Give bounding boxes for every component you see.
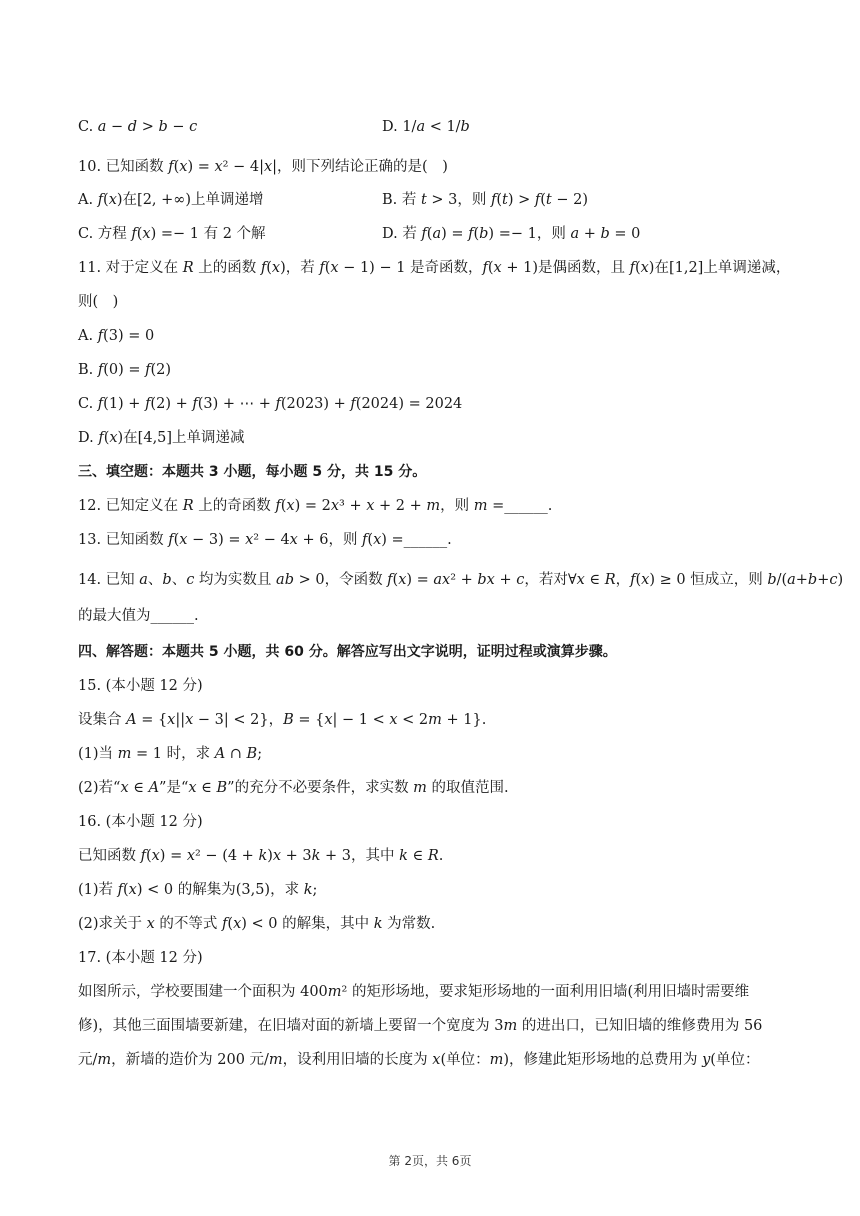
q10-option-a: A. 𝑓(𝑥)在[2, +∞)上单调递增 (78, 192, 264, 208)
section-3-heading: 三、填空题：本题共 3 小题，每小题 5 分，共 15 分。 (78, 464, 427, 480)
q14-stem: 14. 已知 𝑎、𝑏、𝑐 均为实数且 𝑎𝑏 > 0，令函数 𝑓(𝑥) = 𝑎𝑥² + 𝑏𝑥 + 𝑐，若对∀𝑥 ∈ 𝑅，𝑓(𝑥) ≥ 0 恒成立，则 𝑏/(𝑎+𝑏+𝑐) (78, 572, 844, 588)
q13-stem: 13. 已知函数 𝑓(𝑥 − 3) = 𝑥² − 4𝑥 + 6，则 𝑓(𝑥) =______. (78, 532, 452, 548)
q15-title: 15. (本小题 12 分) (78, 678, 203, 694)
q12-stem: 12. 已知定义在 𝑅 上的奇函数 𝑓(𝑥) = 2𝑥³ + 𝑥 + 2 + 𝑚，则 𝑚 =______. (78, 498, 553, 514)
q10-stem: 10. 已知函数 𝑓(𝑥) = 𝑥² − 4|𝑥|，则下列结论正确的是( ) (78, 159, 448, 175)
q10-option-c: C. 方程 𝑓(𝑥) =− 1 有 2 个解 (78, 226, 266, 242)
q16-part2: (2)求关于 𝑥 的不等式 𝑓(𝑥) < 0 的解集，其中 𝑘 为常数. (78, 916, 436, 932)
q14-stem-cont: 的最大值为______. (78, 608, 199, 624)
q15-stem: 设集合 𝐴 = {𝑥||𝑥 − 3| < 2}，𝐵 = {𝑥| − 1 < 𝑥 < 2𝑚 + 1}. (78, 712, 487, 728)
q15-part2: (2)若“𝑥 ∈ 𝐴”是“𝑥 ∈ 𝐵”的充分不必要条件，求实数 𝑚 的取值范围. (78, 780, 509, 796)
q11-stem-cont: 则( ) (78, 294, 119, 310)
q11-option-c: C. 𝑓(1) + 𝑓(2) + 𝑓(3) + ⋯ + 𝑓(2023) + 𝑓(2024) = 2024 (78, 396, 463, 412)
q17-stem-line3: 元/𝑚，新墙的造价为 200 元/𝑚，设利用旧墙的长度为 𝑥(单位：𝑚)，修建此矩形场地的总费用为 𝑦(单位： (78, 1052, 760, 1068)
q16-title: 16. (本小题 12 分) (78, 814, 203, 830)
q11-option-b: B. 𝑓(0) = 𝑓(2) (78, 362, 172, 378)
page-footer: 第 2页，共 6页 (388, 1154, 472, 1168)
q11-option-d: D. 𝑓(𝑥)在[4,5]上单调递减 (78, 430, 245, 446)
q17-title: 17. (本小题 12 分) (78, 950, 203, 966)
q11-option-a: A. 𝑓(3) = 0 (78, 328, 155, 344)
q16-stem: 已知函数 𝑓(𝑥) = 𝑥² − (4 + 𝑘)𝑥 + 3𝑘 + 3，其中 𝑘 ∈ 𝑅. (78, 848, 444, 864)
q10-option-b: B. 若 𝑡 > 3，则 𝑓(𝑡) > 𝑓(𝑡 − 2) (382, 192, 588, 208)
q17-stem-line1: 如图所示，学校要围建一个面积为 400𝑚² 的矩形场地，要求矩形场地的一面利用旧墙(利用旧墙时需要维 (78, 984, 750, 1000)
q17-stem-line2: 修)，其他三面围墙要新建，在旧墙对面的新墙上要留一个宽度为 3𝑚 的进出口，已知旧墙的维修费用为 56 (78, 1018, 763, 1034)
q9-option-d: D. 1/𝑎 < 1/𝑏 (382, 119, 470, 135)
q9-option-c: C. 𝑎 − 𝑑 > 𝑏 − 𝑐 (78, 119, 198, 135)
q10-option-d: D. 若 𝑓(𝑎) = 𝑓(𝑏) =− 1，则 𝑎 + 𝑏 = 0 (382, 226, 641, 242)
q16-part1: (1)若 𝑓(𝑥) < 0 的解集为(3,5)，求 𝑘; (78, 882, 318, 898)
q11-stem: 11. 对于定义在 𝑅 上的函数 𝑓(𝑥)，若 𝑓(𝑥 − 1) − 1 是奇函数，𝑓(𝑥 + 1)是偶函数，且 𝑓(𝑥)在[1,2]上单调递减， (78, 260, 791, 276)
section-4-heading: 四、解答题：本题共 5 小题，共 60 分。解答应写出文字说明，证明过程或演算步骤。 (78, 644, 617, 660)
q15-part1: (1)当 𝑚 = 1 时，求 𝐴 ∩ 𝐵; (78, 746, 263, 762)
